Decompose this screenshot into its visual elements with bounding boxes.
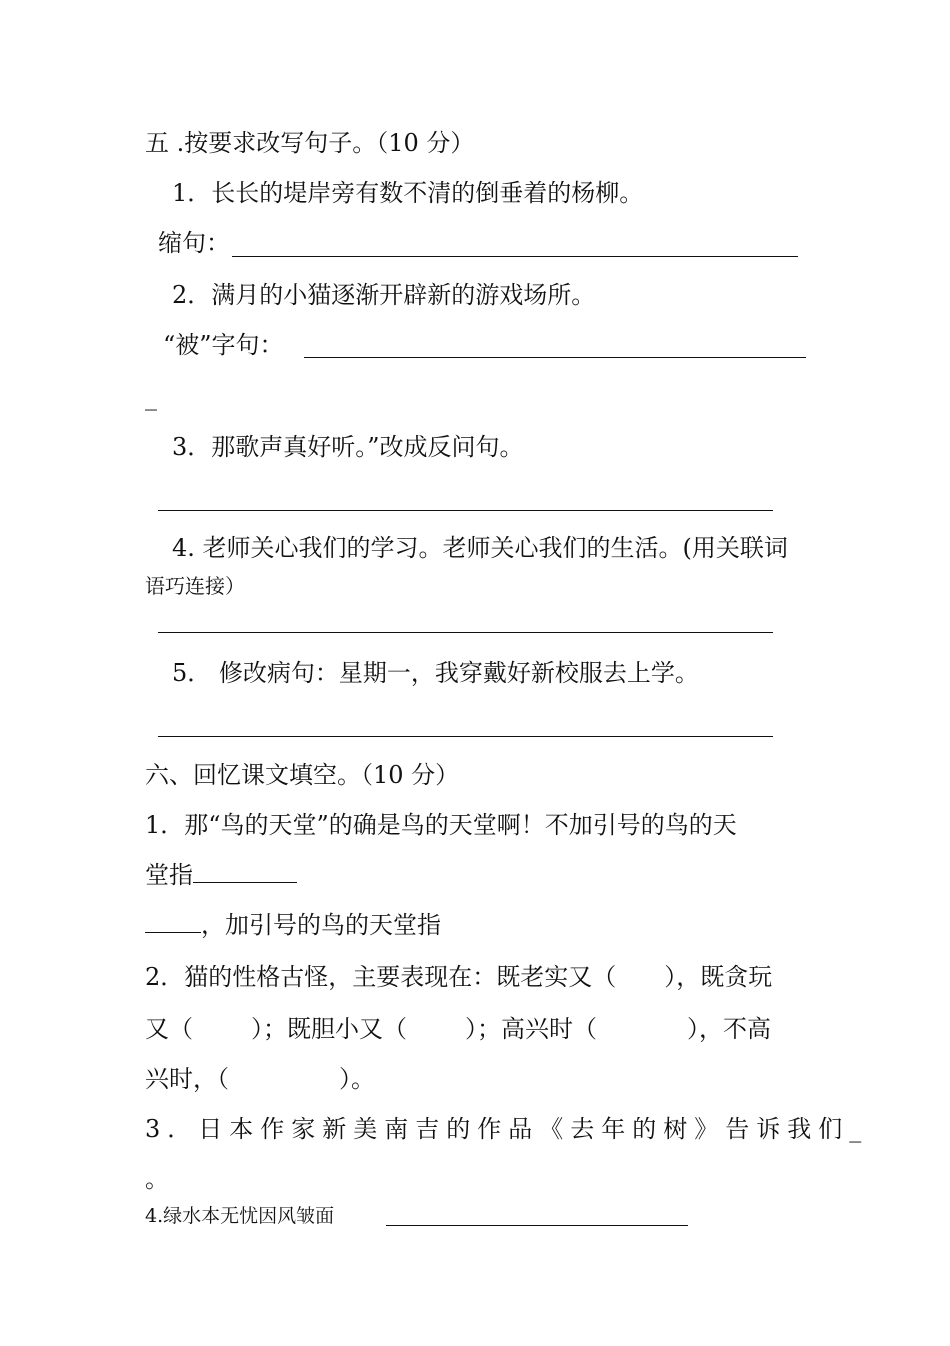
section6-q2-line2-a: 又（ [145, 1015, 193, 1043]
section6-q2-line2-d: ），不高 [687, 1015, 771, 1043]
section6-q2-line3 [145, 1064, 375, 1094]
section5-q5-text: 5． 修改病句：星期一，我穿戴好新校服去上学。 [172, 659, 699, 687]
section5-q4-answer-blank[interactable] [158, 632, 773, 633]
section6-q1-line1: 1．那“鸟的天堂”的确是鸟的天堂啊！不加引号的鸟的天 [145, 811, 737, 839]
section5-heading: 五 .按要求改写句子。（10 分） [145, 129, 475, 157]
section6-heading: 六、回忆课文填空。（10 分） [145, 761, 460, 789]
section5-q3-answer-blank[interactable] [158, 510, 773, 511]
section6-q2-line2 [145, 1014, 771, 1044]
section6-q2-line1 [145, 962, 772, 992]
section6-q3-tail[interactable]: _ [849, 1115, 869, 1143]
section6-q3-line2: 。 [145, 1165, 169, 1193]
section6-q3-line1 [145, 1114, 868, 1144]
section6-q4-answer-blank[interactable] [386, 1225, 688, 1226]
section6-q1-blank-1[interactable] [193, 860, 297, 883]
section6-q2-line2-b: ）；既胆小又（ [251, 1015, 407, 1043]
section6-q4-text: 4.绿水本无忧因风皱面 [145, 1205, 335, 1227]
section5-q2-text: 2．满月的小猫逐渐开辟新的游戏场所。 [172, 281, 596, 309]
section5-q3-text: 3．那歌声真好听。”改成反问句。 [172, 433, 524, 461]
section6-q1-line2-text: 堂指 [145, 861, 193, 889]
section5-q1-text: 1．长长的堤岸旁有数不清的倒垂着的杨柳。 [172, 179, 644, 207]
section6-q2-line2-c: ）；高兴时（ [465, 1015, 597, 1043]
section6-q2-line3-b: ）。 [339, 1065, 375, 1093]
section5-q5-answer-blank[interactable] [158, 736, 773, 737]
section5-q1-answer-blank[interactable] [232, 256, 798, 257]
section6-q2-line1-b: ），既贪玩 [664, 963, 773, 991]
section6-q2-line1-a: 2．猫的性格古怪，主要表现在：既老实又（ [145, 963, 617, 991]
section6-q3-line1-text: 3．日本作家新美南吉的作品《去年的树》告诉我们 [145, 1115, 850, 1143]
section5-q2-answer-blank[interactable] [304, 357, 806, 358]
section5-q4-text-cont: 语巧连接） [145, 574, 245, 598]
section5-q4-text: 4. 老师关心我们的学习。老师关心我们的生活。(用关联词 [172, 534, 788, 562]
section5-q2-overflow-mark: _ [145, 383, 157, 411]
section6-q1-line3-text: ，加引号的鸟的天堂指 [201, 911, 441, 939]
section6-q2-line3-a: 兴时，（ [145, 1065, 229, 1093]
section5-q2-answer-label: “被”字句： [163, 331, 284, 359]
section5-q1-answer-label: 缩句： [158, 229, 230, 257]
section6-q1-line3 [145, 910, 441, 940]
section6-q1-blank-2[interactable] [145, 910, 201, 933]
section6-q1-line2 [145, 860, 297, 890]
